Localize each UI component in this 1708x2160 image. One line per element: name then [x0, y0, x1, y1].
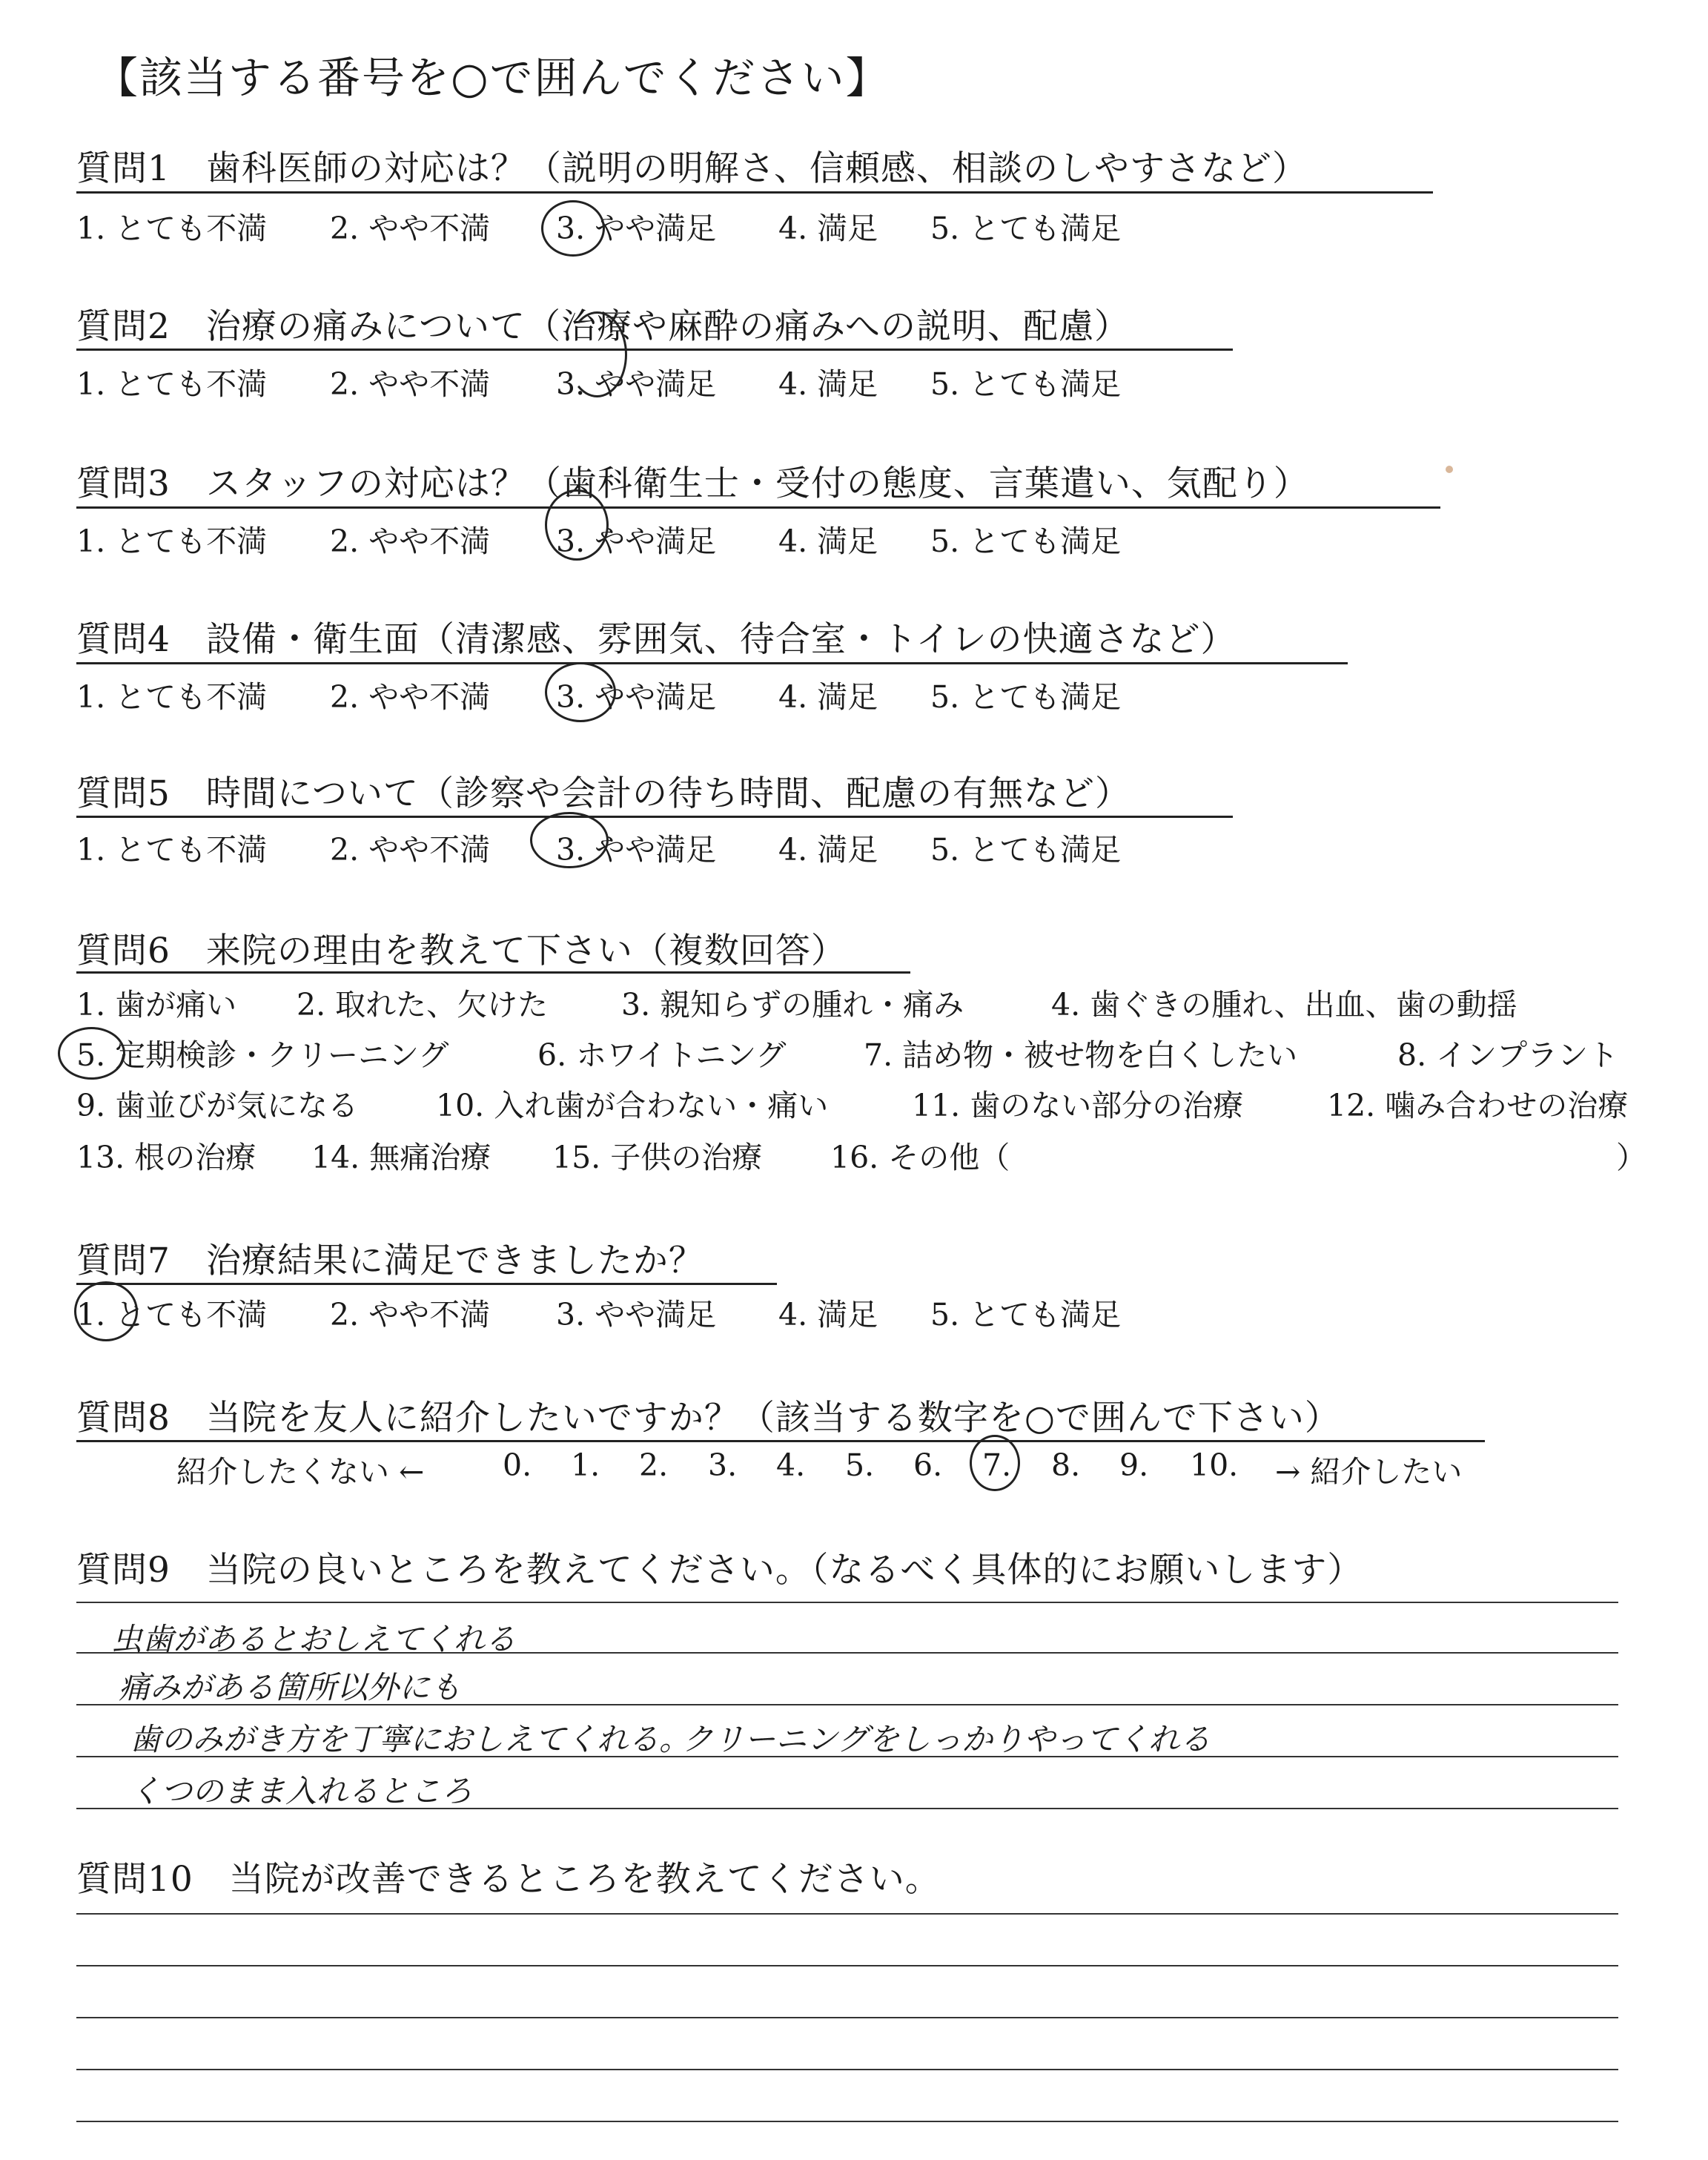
reason-option[interactable]: 12. 噛み合わせの治療	[1327, 1088, 1629, 1123]
scale-2[interactable]: 2.	[639, 1447, 669, 1483]
scale-6[interactable]: 6.	[913, 1447, 943, 1483]
reason-option[interactable]: 8. インプラント	[1397, 1037, 1619, 1073]
stain-mark	[1446, 466, 1453, 473]
option-2[interactable]: 2. やや不満	[330, 1297, 491, 1332]
circled-answer-mark	[58, 1027, 125, 1080]
option-4[interactable]: 4. 満足	[778, 679, 878, 715]
option-2[interactable]: 2. やや不満	[330, 211, 491, 246]
question-label: 質問10 当院が改善できるところを教えてください。	[76, 1859, 941, 1900]
scale-4[interactable]: 4.	[776, 1447, 806, 1483]
handwritten-answer-line-4: くつのまま入れるところ	[130, 1773, 473, 1809]
option-1[interactable]: 1. とても不満	[76, 832, 268, 868]
reason-option[interactable]: 6. ホワイトニング	[537, 1037, 787, 1073]
reason-option[interactable]: 4. 歯ぐきの腫れ、出血、歯の動揺	[1051, 987, 1517, 1023]
option-3[interactable]: 3. やや満足	[556, 366, 717, 402]
option-2[interactable]: 2. やや不満	[330, 366, 491, 402]
question-label: 質問2 治療の痛みについて（治療や麻酔の痛みへの説明、配慮）	[76, 306, 1131, 347]
option-3[interactable]: 3. やや満足	[556, 832, 717, 868]
circled-answer-mark	[74, 1281, 138, 1341]
scale-9[interactable]: 9.	[1119, 1447, 1149, 1483]
question-label: 質問6 来院の理由を教えて下さい（複数回答）	[76, 931, 847, 971]
option-3[interactable]: 3. やや満足	[556, 1297, 717, 1332]
handwritten-answer-extra: クリーニングをしっかりやってくれる	[682, 1721, 1211, 1757]
scale-right-label: → 紹介したい	[1275, 1454, 1463, 1490]
reason-option[interactable]: 15. 子供の治療	[552, 1140, 763, 1175]
handwritten-answer-line-1: 虫歯があるとおしえてくれる	[111, 1621, 517, 1657]
question-label: 質問4 設備・衛生面（清潔感、雰囲気、待合室・トイレの快適さなど）	[76, 619, 1237, 660]
option-1[interactable]: 1. とても不満	[76, 366, 268, 402]
scale-7[interactable]: 7.	[982, 1447, 1012, 1483]
question-label: 質問9 当院の良いところを教えてください。（なるべく具体的にお願いします）	[76, 1550, 1363, 1591]
option-1[interactable]: 1. とても不満	[76, 679, 268, 715]
page-title: 【該当する番号を○で囲んでください】	[95, 53, 890, 103]
reason-option[interactable]: 7. 詰め物・被せ物を白くしたい	[864, 1037, 1298, 1073]
scale-10[interactable]: 10.	[1190, 1447, 1239, 1483]
other-close-paren: ）	[1616, 1140, 1646, 1175]
handwritten-answer-line-3: 歯のみがき方を丁寧におしえてくれる。	[130, 1721, 691, 1757]
option-3[interactable]: 3. やや満足	[556, 524, 717, 559]
circled-answer-mark	[970, 1435, 1020, 1491]
option-2[interactable]: 2. やや不満	[330, 832, 491, 868]
reason-option[interactable]: 16. その他（	[830, 1140, 1010, 1175]
circled-answer-mark	[567, 311, 627, 397]
option-5[interactable]: 5. とても満足	[930, 832, 1122, 868]
scale-left-label: 紹介したくない ←	[176, 1454, 425, 1490]
question-label: 質問1 歯科医師の対応は？（説明の明解さ、信頼感、相談のしやすさなど）	[76, 148, 1308, 189]
option-1[interactable]: 1. とても不満	[76, 211, 268, 246]
option-5[interactable]: 5. とても満足	[930, 211, 1122, 246]
reason-option[interactable]: 11. 歯のない部分の治療	[912, 1088, 1244, 1123]
option-5[interactable]: 5. とても満足	[930, 679, 1122, 715]
scale-3[interactable]: 3.	[708, 1447, 738, 1483]
question-label: 質問5 時間について（診察や会計の待ち時間、配慮の有無など）	[76, 773, 1131, 814]
option-4[interactable]: 4. 満足	[778, 366, 878, 402]
reason-option[interactable]: 1. 歯が痛い	[76, 987, 237, 1023]
option-3[interactable]: 3. やや満足	[556, 211, 717, 246]
option-5[interactable]: 5. とても満足	[930, 524, 1122, 559]
reason-option[interactable]: 2. 取れた、欠けた	[297, 987, 549, 1023]
option-2[interactable]: 2. やや不満	[330, 679, 491, 715]
option-5[interactable]: 5. とても満足	[930, 366, 1122, 402]
option-4[interactable]: 4. 満足	[778, 1297, 878, 1332]
reason-option[interactable]: 5. 定期検診・クリーニング	[76, 1037, 449, 1073]
option-2[interactable]: 2. やや不満	[330, 524, 491, 559]
option-1[interactable]: 1. とても不満	[76, 524, 268, 559]
question-label: 質問7 治療結果に満足できましたか？	[76, 1241, 704, 1281]
reason-option[interactable]: 14. 無痛治療	[311, 1140, 491, 1175]
reason-option[interactable]: 10. 入れ歯が合わない・痛い	[436, 1088, 829, 1123]
circled-answer-mark	[545, 489, 609, 561]
circled-answer-mark	[530, 812, 609, 868]
scale-0[interactable]: 0.	[503, 1447, 532, 1483]
circled-answer-mark	[545, 662, 616, 722]
option-3[interactable]: 3. やや満足	[556, 679, 717, 715]
option-1[interactable]: 1. とても不満	[76, 1297, 268, 1332]
question-label: 質問3 スタッフの対応は？（歯科衛生士・受付の態度、言葉遣い、気配り）	[76, 463, 1309, 504]
handwritten-answer-line-2: 痛みがある箇所以外にも	[119, 1669, 462, 1705]
reason-option[interactable]: 13. 根の治療	[76, 1140, 256, 1175]
scale-8[interactable]: 8.	[1051, 1447, 1081, 1483]
option-4[interactable]: 4. 満足	[778, 524, 878, 559]
option-5[interactable]: 5. とても満足	[930, 1297, 1122, 1332]
reason-option[interactable]: 9. 歯並びが気になる	[76, 1088, 359, 1123]
scale-5[interactable]: 5.	[845, 1447, 875, 1483]
scale-1[interactable]: 1.	[571, 1447, 600, 1483]
option-4[interactable]: 4. 満足	[778, 211, 878, 246]
reason-option[interactable]: 3. 親知らずの腫れ・痛み	[621, 987, 964, 1023]
circled-answer-mark	[541, 200, 605, 257]
option-4[interactable]: 4. 満足	[778, 832, 878, 868]
question-label: 質問8 当院を友人に紹介したいですか？（該当する数字を○で囲んで下さい）	[76, 1398, 1340, 1439]
